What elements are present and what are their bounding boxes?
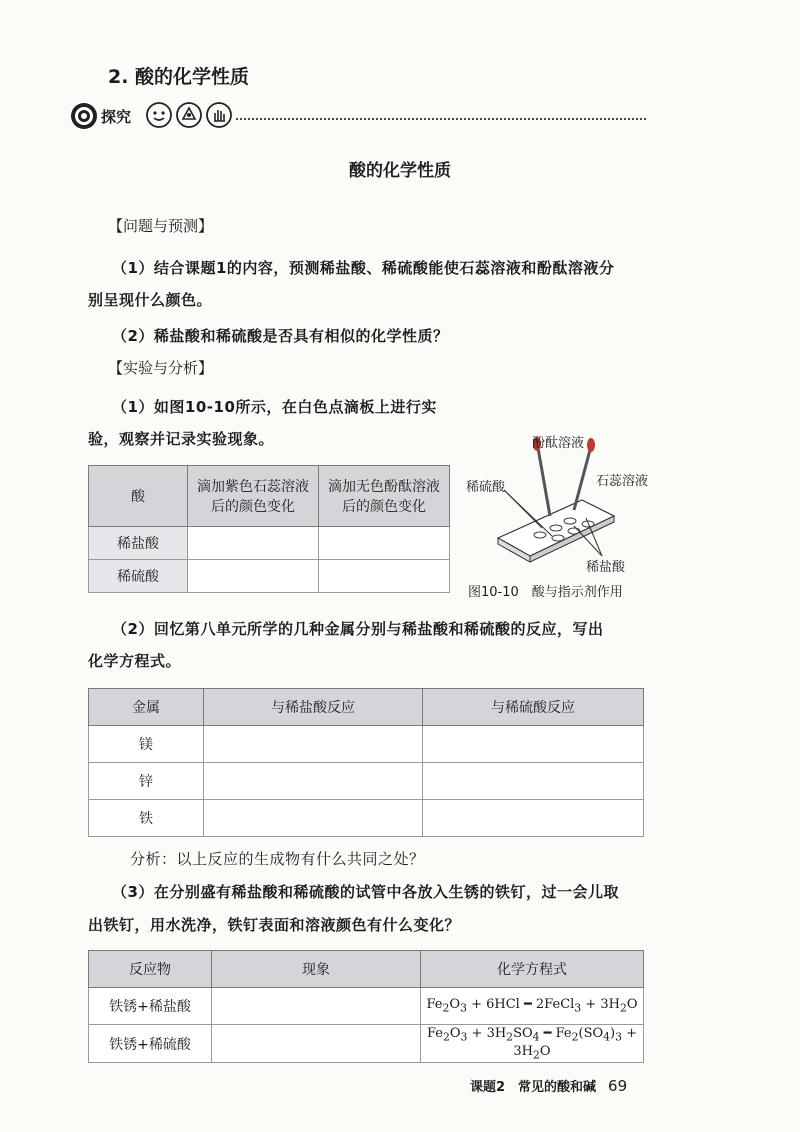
experiment-2-line2: 化学方程式。 bbox=[88, 652, 182, 670]
answer-cell[interactable] bbox=[423, 763, 644, 800]
row-label: 铁锈+稀盐酸 bbox=[89, 988, 212, 1025]
footer-text: 课题2 常见的酸和碱 bbox=[470, 1080, 597, 1095]
row-label: 铁 bbox=[89, 800, 204, 837]
explore-banner bbox=[70, 100, 650, 134]
figure-10-10 bbox=[462, 428, 652, 598]
answer-cell[interactable] bbox=[423, 726, 644, 763]
experiment-1-line2: 验，观察并记录实验现象。 bbox=[88, 430, 275, 448]
label-hydrochloric-acid: 稀盐酸 bbox=[586, 560, 626, 575]
question-1-line2: 别呈现什么颜色。 bbox=[88, 291, 213, 309]
answer-cell[interactable] bbox=[204, 763, 423, 800]
table-header: 反应物 bbox=[89, 951, 212, 988]
answer-cell[interactable] bbox=[204, 726, 423, 763]
question-1-line1: （1）结合课题1的内容，预测稀盐酸、稀硫酸能使石蕊溶液和酚酞溶液分 bbox=[112, 259, 615, 277]
table-header: 酸 bbox=[89, 466, 188, 527]
indicator-table bbox=[88, 465, 450, 593]
table-header: 现象 bbox=[212, 951, 421, 988]
explore-label: 探究 bbox=[101, 108, 132, 126]
answer-cell[interactable] bbox=[319, 527, 450, 560]
experiment-2-line1: （2）回忆第八单元所学的几种金属分别与稀盐酸和稀硫酸的反应，写出 bbox=[112, 620, 604, 638]
metal-reaction-table bbox=[88, 688, 644, 837]
label-sulfuric-acid: 稀硫酸 bbox=[466, 480, 506, 495]
rust-reaction-table bbox=[88, 950, 644, 1063]
experiment-3-line1: （3）在分别盛有稀盐酸和稀硫酸的试管中各放入生锈的铁钉，过一会儿取 bbox=[112, 883, 619, 901]
label-phenolphthalein: 酚酞溶液 bbox=[532, 436, 585, 451]
recycle-icon bbox=[176, 102, 202, 128]
label-litmus: 石蕊溶液 bbox=[596, 474, 649, 489]
dotted-divider bbox=[236, 118, 646, 120]
question-2: （2）稀盐酸和稀硫酸是否具有相似的化学性质？ bbox=[112, 327, 449, 345]
answer-cell[interactable] bbox=[212, 1025, 421, 1063]
row-label: 稀硫酸 bbox=[89, 560, 188, 593]
section-title: 2. 酸的化学性质 bbox=[108, 66, 250, 88]
experiment-header: 【实验与分析】 bbox=[108, 359, 214, 377]
row-label: 稀盐酸 bbox=[89, 527, 188, 560]
equation-h2so4: $Fe_2O_3 + 3H_2SO_4$ ━ $Fe_2(SO_4)_3 + 3H_2O$ bbox=[421, 1025, 644, 1063]
face-icon bbox=[146, 102, 172, 128]
row-label: 锌 bbox=[89, 763, 204, 800]
page-number: 69 bbox=[608, 1077, 628, 1095]
row-label: 铁锈+稀硫酸 bbox=[89, 1025, 212, 1063]
table-header: 金属 bbox=[89, 689, 204, 726]
activity-title: 酸的化学性质 bbox=[349, 161, 451, 181]
answer-cell[interactable] bbox=[188, 527, 319, 560]
table-header: 滴加紫色石蕊溶液 后的颜色变化 bbox=[188, 466, 319, 527]
question-header: 【问题与预测】 bbox=[108, 217, 214, 235]
table-header: 滴加无色酚酞溶液 后的颜色变化 bbox=[319, 466, 450, 527]
answer-cell[interactable] bbox=[319, 560, 450, 593]
hand-icon bbox=[206, 102, 232, 128]
answer-cell[interactable] bbox=[204, 800, 423, 837]
equation-hcl: $Fe_2O_3 + 6HCl$ ━ 2FeCl$_3$ + $3H_2O$ bbox=[421, 988, 644, 1025]
table-header: 与稀盐酸反应 bbox=[204, 689, 423, 726]
target-icon bbox=[70, 102, 98, 130]
table-header: 化学方程式 bbox=[421, 951, 644, 988]
answer-cell[interactable] bbox=[423, 800, 644, 837]
answer-cell[interactable] bbox=[212, 988, 421, 1025]
row-label: 镁 bbox=[89, 726, 204, 763]
experiment-1-line1: （1）如图10-10所示，在白色点滴板上进行实 bbox=[112, 398, 437, 416]
table-header: 与稀硫酸反应 bbox=[423, 689, 644, 726]
page-footer bbox=[470, 1076, 627, 1095]
answer-cell[interactable] bbox=[188, 560, 319, 593]
experiment-3-line2: 出铁钉，用水洗净，铁钉表面和溶液颜色有什么变化？ bbox=[88, 916, 461, 934]
figure-caption: 图10-10 酸与指示剂作用 bbox=[468, 585, 623, 600]
analysis-question: 分析：以上反应的生成物有什么共同之处？ bbox=[130, 850, 425, 868]
